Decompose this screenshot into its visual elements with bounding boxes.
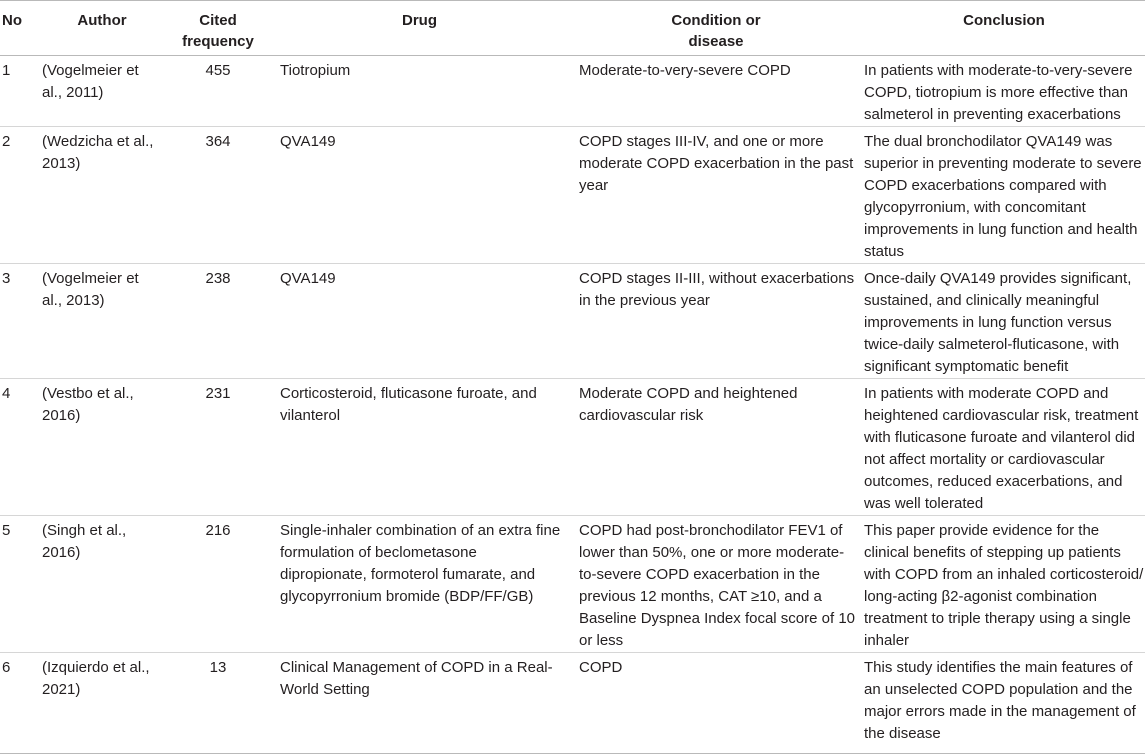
header-no: No: [0, 1, 38, 56]
header-author: Author: [38, 1, 166, 56]
cell-conclusion: This study identifies the main features of an unselected COPD population and the major errors made in the management of the disease: [863, 653, 1145, 754]
cell-no: 5: [0, 516, 38, 653]
table-row: [0, 127, 1145, 264]
cell-no: 4: [0, 379, 38, 516]
header-drug: Drug: [270, 1, 569, 56]
table-row: [0, 516, 1145, 653]
header-cited-line2: frequency: [182, 33, 254, 50]
table-row: [0, 653, 1145, 754]
header-cited-line1: Cited: [199, 12, 237, 29]
cell-conclusion: In patients with moderate COPD and heightened cardiovascular risk, treatment with fluticasone furoate and vilanterol did not affect mortality or cardiovascular outcomes, reduced exacerbations, and was well tolerated: [863, 379, 1145, 516]
cell-cited-frequency: 364: [166, 127, 270, 264]
cell-condition: COPD stages II-III, without exacerbations in the previous year: [569, 264, 863, 379]
cell-condition: COPD had post-bronchodilator FEV1 of lower than 50%, one or more moderate-to-severe COPD exacerbation in the previous 12 months, CAT ≥10, and a Baseline Dyspnea Index focal score of 10 or less: [569, 516, 863, 653]
header-row: [0, 1, 1145, 56]
cell-no: 1: [0, 56, 38, 127]
cell-author: (Izquierdo et al., 2021): [38, 653, 166, 754]
header-condition-line1: Condition or: [671, 12, 761, 29]
cell-drug: Corticosteroid, fluticasone furoate, and vilanterol: [270, 379, 569, 516]
cell-cited-frequency: 13: [166, 653, 270, 754]
cell-conclusion: In patients with moderate-to-very-severe COPD, tiotropium is more effective than salmeterol in preventing exacerbations: [863, 56, 1145, 127]
cell-author: (Vestbo et al., 2016): [38, 379, 166, 516]
cell-no: 2: [0, 127, 38, 264]
cell-drug: Single-inhaler combination of an extra fine formulation of beclometasone dipropionate, formoterol fumarate, and glycopyrronium bromide (BDP/FF/GB): [270, 516, 569, 653]
header-conclusion: Conclusion: [863, 1, 1145, 56]
cell-cited-frequency: 231: [166, 379, 270, 516]
cell-conclusion: This paper provide evidence for the clinical benefits of stepping up patients with COPD from an inhaled corticosteroid/ long-acting β2-agonist combination treatment to triple therapy using a single inhaler: [863, 516, 1145, 653]
cell-cited-frequency: 455: [166, 56, 270, 127]
cell-author: (Wedzicha et al., 2013): [38, 127, 166, 264]
cell-drug: Clinical Management of COPD in a Real-World Setting: [270, 653, 569, 754]
cell-drug: QVA149: [270, 264, 569, 379]
table-header: [0, 1, 1145, 56]
cell-no: 6: [0, 653, 38, 754]
cell-condition: Moderate-to-very-severe COPD: [569, 56, 863, 127]
table-row: [0, 264, 1145, 379]
table-row: [0, 379, 1145, 516]
header-cited-frequency: [166, 1, 270, 56]
cell-drug: QVA149: [270, 127, 569, 264]
cell-no: 3: [0, 264, 38, 379]
cell-condition: COPD: [569, 653, 863, 754]
cell-conclusion: Once-daily QVA149 provides significant, sustained, and clinically meaningful improvements in lung function versus twice-daily salmeterol-fluticasone, with significant symptomatic benefit: [863, 264, 1145, 379]
cell-cited-frequency: 238: [166, 264, 270, 379]
cell-author: (Vogelmeier et al., 2011): [38, 56, 166, 127]
cell-author: (Singh et al., 2016): [38, 516, 166, 653]
header-condition: [569, 1, 863, 56]
cell-condition: Moderate COPD and heightened cardiovascular risk: [569, 379, 863, 516]
cell-cited-frequency: 216: [166, 516, 270, 653]
cell-author: (Vogelmeier et al., 2013): [38, 264, 166, 379]
cell-condition: COPD stages III-IV, and one or more moderate COPD exacerbation in the past year: [569, 127, 863, 264]
table-body: [0, 56, 1145, 754]
cell-drug: Tiotropium: [270, 56, 569, 127]
table-row: [0, 56, 1145, 127]
header-condition-line2: disease: [688, 33, 744, 50]
cell-conclusion: The dual bronchodilator QVA149 was superior in preventing moderate to severe COPD exacerbations compared with glycopyrronium, with concomitant improvements in lung function and health status: [863, 127, 1145, 264]
